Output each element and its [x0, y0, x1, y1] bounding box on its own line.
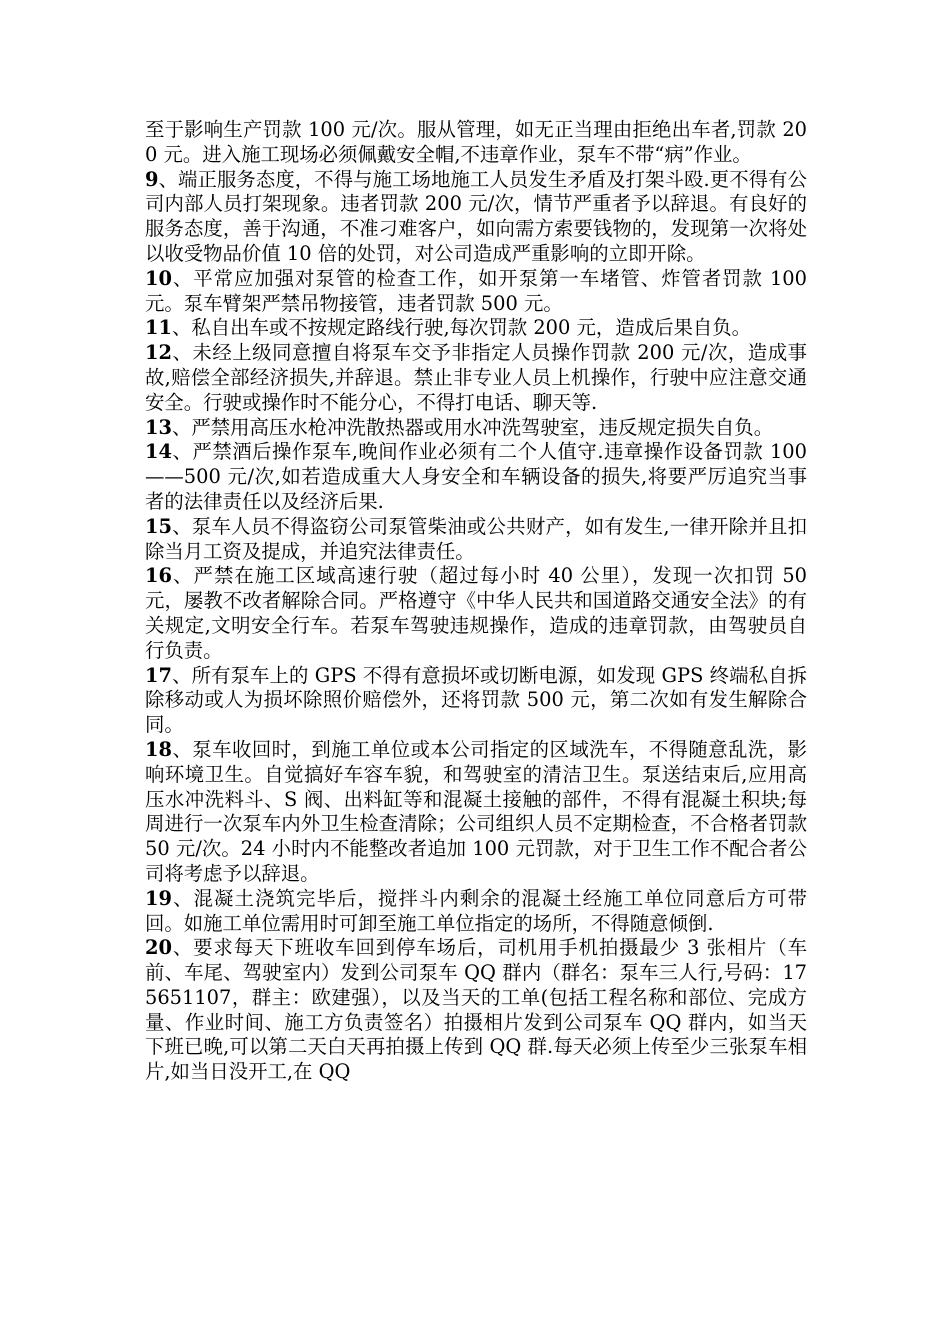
rule-item-17 [145, 664, 807, 738]
rule-item-12 [145, 341, 807, 415]
rule-item-18 [145, 738, 807, 887]
rule-text: 、要求每天下班收车回到停车场后，司机用手机拍摄最少 3 张相片（车前、车尾、驾驶室内）发到公司泵车 QQ 群内（群名：泵车三人行,号码：175651107，群主：欧建强），以及当天的工单(包括工程名称和部位、完成方量、作业时间、施工方负责签名）拍摄相片发到公司泵车 QQ 群内，如当天下班已晚,可以第二天白天再拍摄上传到 QQ 群.每天必须上传至少三张泵车相片,如当日没开工,在 QQ [145, 936, 807, 1084]
rule-number: 19 [145, 886, 172, 910]
rule-text: 、泵车收回时，到施工单位或本公司指定的区域洗车，不得随意乱洗，影响环境卫生。自觉搞好车容车貌，和驾驶室的清洁卫生。泵送结束后,应用高压水冲洗料斗、S 阀、出料缸等和混凝土接触的部件，不得有混凝土积块;每周进行一次泵车内外卫生检查清除；公司组织人员不定期检查，不合格者罚款 50 元/次。24 小时内不能整改者追加 100 元罚款，对于卫生工作不配合者公司将考虑予以辞退。 [145, 737, 807, 885]
rule-item-9 [145, 168, 807, 267]
rule-item-10 [145, 267, 807, 317]
paragraph-text: 至于影响生产罚款 100 元/次。服从管理，如无正当理由拒绝出车者,罚款 200 元。进入施工现场必须佩戴安全帽,不违章作业，泵车不带“病”作业。 [145, 118, 807, 166]
rule-item-16 [145, 564, 807, 663]
rule-number: 11 [145, 316, 172, 340]
rule-text: 、泵车人员不得盗窃公司泵管柴油或公共财产，如有发生,一律开除并且扣除当月工资及提成，并追究法律责任。 [145, 514, 807, 563]
rule-number: 13 [145, 415, 172, 439]
rule-text: 、未经上级同意擅自将泵车交予非指定人员操作罚款 200 元/次，造成事故,赔偿全部经济损失,并辞退。禁止非专业人员上机操作，行驶中应注意交通安全。行驶或操作时不能分心，不得打电话、聊天等. [145, 341, 807, 414]
rule-text: 、端正服务态度，不得与施工场地施工人员发生矛盾及打架斗殴.更不得有公司内部人员打架现象。违者罚款 200 元/次，情节严重者予以辞退。有良好的服务态度，善于沟通，不准刁难客户，如向需方索要钱物的，发现第一次将处以收受物品价值 10 倍的处罚，对公司造成严重影响的立即开除。 [145, 167, 807, 265]
rule-item-11 [145, 316, 807, 341]
rule-number: 9 [145, 167, 159, 191]
rule-number: 14 [145, 440, 172, 464]
rule-text: 、私自出车或不按规定路线行驶,每次罚款 200 元，造成后果自负。 [171, 316, 752, 340]
rule-item-14 [145, 440, 807, 514]
rule-text: 、严禁在施工区域高速行驶（超过每小时 40 公里），发现一次扣罚 50 元，屡教不改者解除合同。严格遵守《中华人民共和国道路交通安全法》的有关规定,文明安全行车。若泵车驾驶违规操作，造成的违章罚款，由驾驶员自行负责。 [145, 564, 807, 662]
rule-text: 、严禁酒后操作泵车,晚间作业必须有二个人值守.违章操作设备罚款 100——500 元/次,如若造成重大人身安全和车辆设备的损失,将要严厉追究当事者的法律责任以及经济后果. [145, 440, 807, 513]
rule-number: 10 [145, 266, 172, 290]
rule-number: 15 [145, 514, 172, 538]
rule-number: 12 [145, 341, 172, 365]
paragraph-continuation [145, 118, 807, 168]
rule-number: 18 [145, 737, 172, 761]
document-body [145, 118, 807, 1085]
rule-number: 20 [145, 936, 172, 960]
rule-text: 、平常应加强对泵管的检查工作，如开泵第一车堵管、炸管者罚款 100 元。泵车臂架严禁吊物接管，违者罚款 500 元。 [145, 266, 807, 315]
rule-text: 、所有泵车上的 GPS 不得有意损坏或切断电源，如发现 GPS 终端私自拆除移动或人为损坏除照价赔偿外，还将罚款 500 元，第二次如有发生解除合同。 [145, 663, 807, 737]
rule-number: 16 [145, 564, 172, 588]
rule-item-19 [145, 887, 807, 937]
rule-item-20 [145, 936, 807, 1085]
rule-item-15 [145, 515, 807, 565]
rule-item-13 [145, 416, 807, 441]
rule-text: 、严禁用高压水枪冲洗散热器或用水冲洗驾驶室，违反规定损失自负。 [171, 415, 774, 439]
rule-text: 、混凝土浇筑完毕后，搅拌斗内剩余的混凝土经施工单位同意后方可带回。如施工单位需用时可卸至施工单位指定的场所，不得随意倾倒. [145, 886, 807, 935]
rule-number: 17 [145, 663, 172, 687]
